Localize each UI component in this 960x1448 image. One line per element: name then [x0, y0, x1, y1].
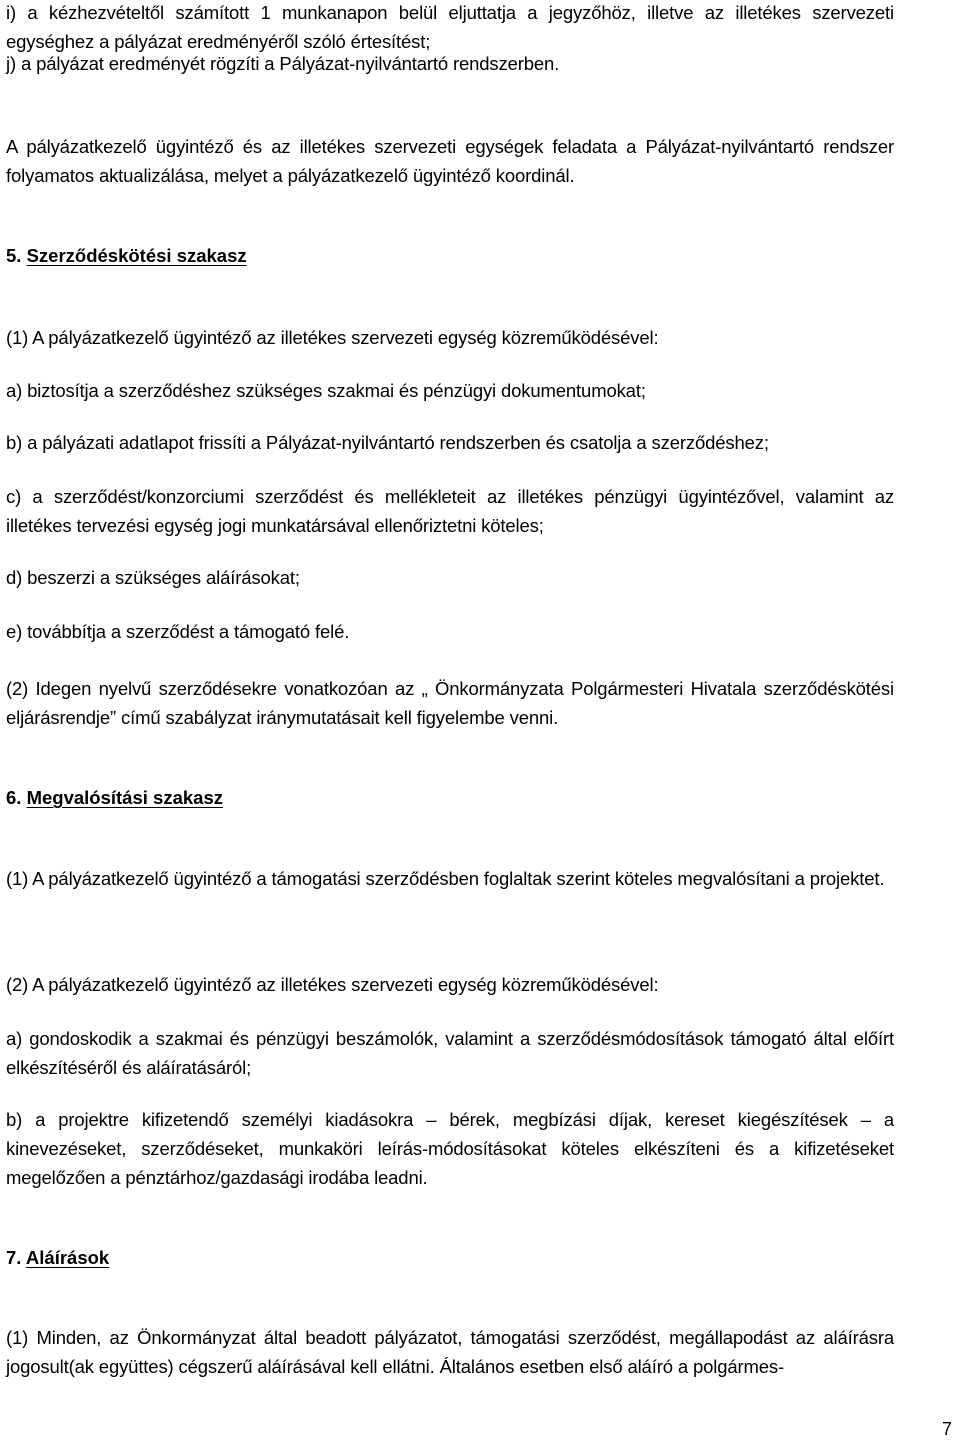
- section-6-number: 6.: [6, 787, 22, 808]
- section-5-item-2: (2) Idegen nyelvű szerződésekre vonatkozóan az „ Önkormányzata Polgármesteri Hivatala szerződéskötési eljárásrendje” című szabályzat iránymutatásait kell figyelembe venni.: [6, 678, 894, 728]
- section-7-item-1: (1) Minden, az Önkormányzat által beadott pályázatot, támogatási szerződést, megállapodást az aláírásra jogosult(ak együttes) cégszerű aláírásával kell ellátni. Általános esetben első aláíró a polgármes-: [6, 1327, 894, 1377]
- section-5-number: 5.: [6, 245, 22, 266]
- section-7-heading: [6, 1243, 109, 1272]
- paragraph-i: i) a kézhezvételtől számított 1 munkanapon belül eljuttatja a jegyzőhöz, illetve az illetékes szervezeti egységhez a pályázat eredményéről szóló értesítést;: [6, 2, 894, 52]
- section-5-item-b: b) a pályázati adatlapot frissíti a Pályázat-nyilvántartó rendszerben és csatolja a szerződéshez;: [6, 432, 769, 453]
- paragraph-j: j) a pályázat eredményét rögzíti a Pályázat-nyilvántartó rendszerben.: [6, 53, 560, 74]
- section-5-item-c: c) a szerződést/konzorciumi szerződést és mellékleteit az illetékes pénzügyi ügyintézővel, valamint az illetékes tervezési egység jogi munkatársával ellenőriztetni köteles;: [6, 486, 894, 536]
- section-5-heading: [6, 241, 247, 270]
- section-6-item-1: (1) A pályázatkezelő ügyintéző a támogatási szerződésben foglaltak szerint köteles megvalósítani a projektet.: [6, 868, 885, 889]
- section-5-item-e: e) továbbítja a szerződést a támogató felé.: [6, 621, 350, 642]
- section-6-item-2: (2) A pályázatkezelő ügyintéző az illetékes szervezeti egység közreműködésével:: [6, 974, 659, 995]
- section-6-title: Megvalósítási szakasz: [26, 787, 223, 808]
- section-5-item-1: (1) A pályázatkezelő ügyintéző az illetékes szervezeti egység közreműködésével:: [6, 327, 659, 348]
- section-5-title: Szerződéskötési szakasz: [26, 245, 247, 266]
- section-5-item-d: d) beszerzi a szükséges aláírásokat;: [6, 567, 300, 588]
- section-6-heading: [6, 783, 223, 812]
- section-6-item-b: b) a projektre kifizetendő személyi kiadásokra – bérek, megbízási díjak, kereset kiegészítések – a kinevezéseket, szerződéseket, munkaköri leírás-módosításokat köteles elkészíteni és a kifizetéseket megelőzően a pénztárhoz/gazdasági irodába leadni.: [6, 1109, 894, 1188]
- paragraph-intro: A pályázatkezelő ügyintéző és az illetékes szervezeti egységek feladata a Pályázat-nyilvántartó rendszer folyamatos aktualizálása, melyet a pályázatkezelő ügyintéző koordinál.: [6, 136, 894, 186]
- section-7-number: 7.: [6, 1247, 22, 1268]
- section-5-item-a: a) biztosítja a szerződéshez szükséges szakmai és pénzügyi dokumentumokat;: [6, 380, 646, 401]
- section-7-title: Aláírások: [25, 1247, 110, 1268]
- page-number: 7: [941, 1419, 952, 1439]
- section-6-item-a: a) gondoskodik a szakmai és pénzügyi beszámolók, valamint a szerződésmódosítások támogató által előírt elkészítéséről és aláíratásáról;: [6, 1028, 894, 1078]
